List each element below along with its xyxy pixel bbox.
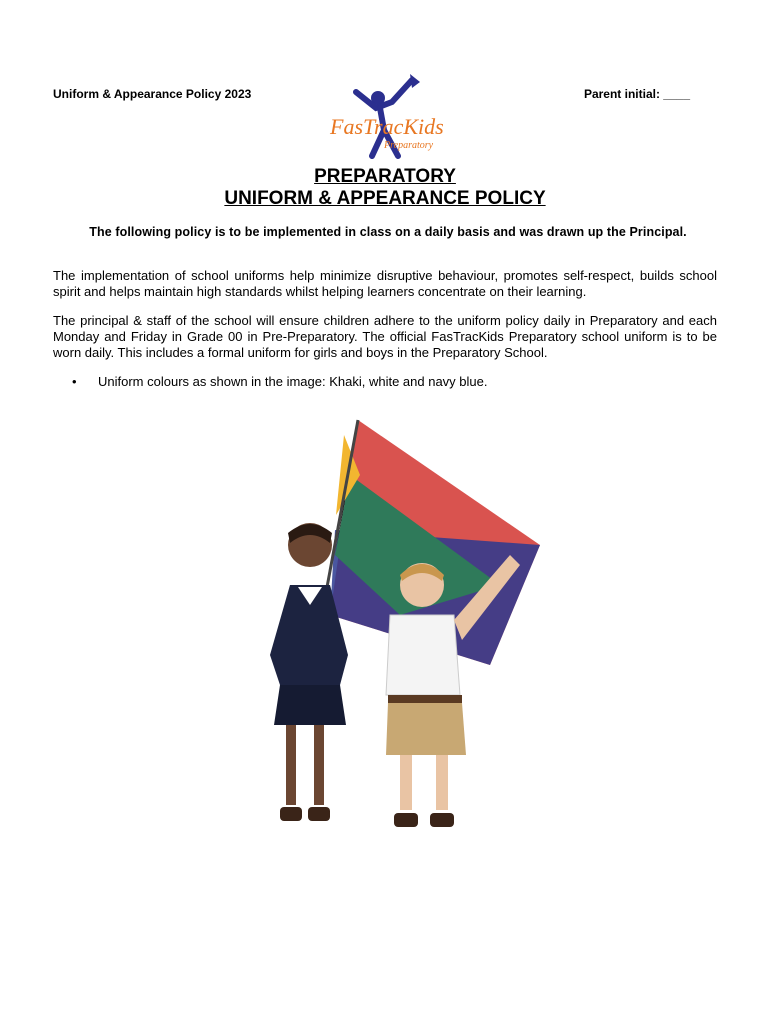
title-line-1: PREPARATORY xyxy=(314,166,456,187)
paragraph-1: The implementation of school uniforms help minimize disruptive behaviour, promotes self-respect, builds school spirit and helps maintain high standards whilst helping learners concentrate on their learning. xyxy=(53,268,717,299)
parent-initial-field: Parent initial: ____ xyxy=(583,87,690,101)
bullet-text: Uniform colours as shown in the image: Khaki, white and navy blue. xyxy=(98,374,488,389)
bullet-icon: • xyxy=(72,374,77,389)
logo-wordmark: FasTracKids xyxy=(330,114,444,139)
fastrackids-logo xyxy=(326,72,446,164)
title-line-2: UNIFORM & APPEARANCE POLICY xyxy=(224,188,546,209)
bullet-item xyxy=(72,374,487,389)
document-header-title: Uniform & Appearance Policy 2023 xyxy=(53,87,252,101)
logo-subtitle: Preparatory xyxy=(384,140,434,151)
paragraph-2: The principal & staff of the school will ensure children adhere to the uniform policy daily in Preparatory and each Monday and Friday in Grade 00 in Pre-Preparatory. The official FasTracKids Preparatory school uniform is to be worn daily. This includes a formal uniform for girls and boys in the Preparatory School. xyxy=(53,313,717,360)
uniform-photo xyxy=(240,415,560,860)
intro-statement: The following policy is to be implemented in class on a daily basis and was drawn up the Principal. xyxy=(89,225,687,239)
